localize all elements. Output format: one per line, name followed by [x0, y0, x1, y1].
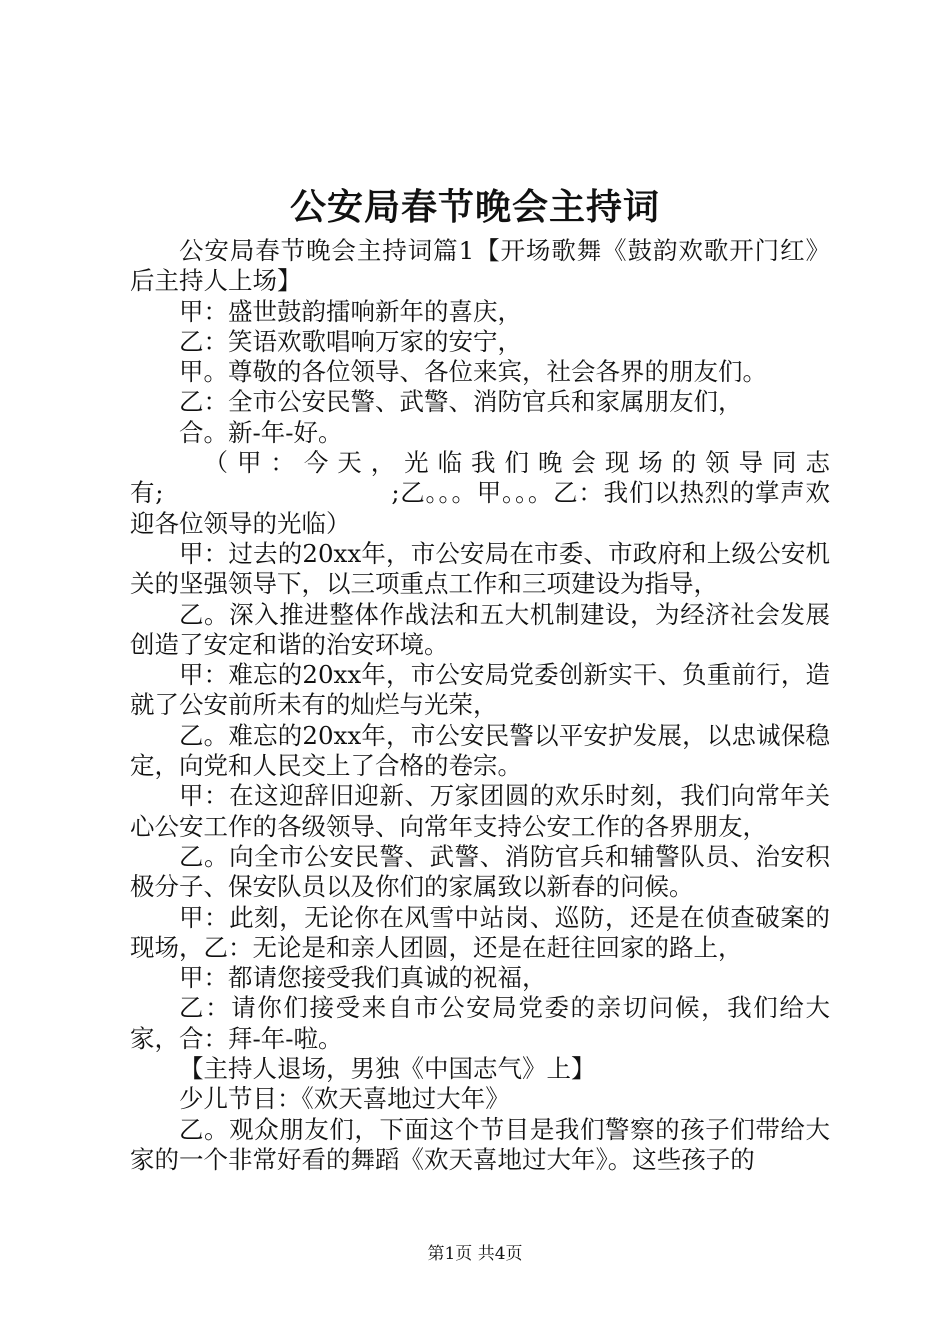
paragraph-17: 【主持人退场，男独《中国志气》上】 [179, 1054, 596, 1084]
document-body [130, 236, 830, 1175]
paragraph-10: 甲：难忘的20xx年，市公安局党委创新实干、负重前行，造就了公安前所未有的灿烂与光荣， [130, 660, 830, 720]
paragraph-4: 甲。尊敬的各位领导、各位来宾，社会各界的朋友们。 [179, 357, 767, 387]
paragraph-15: 甲：都请您接受我们真诚的祝福， [179, 963, 547, 993]
paragraph-11: 乙。难忘的20xx年，市公安民警以平安护发展，以忠诚保稳定，向党和人民交上了合格的卷宗。 [130, 720, 830, 781]
page-footer: 第1页 共4页 [427, 1244, 523, 1264]
paragraph-5: 乙：全市公安民警、武警、消防官兵和家属朋友们， [179, 387, 743, 417]
paragraph-8: 甲：过去的20xx年，市公安局在市委、市政府和上级公安机关的坚强领导下，以三项重点工作和三项建设为指导， [130, 538, 830, 599]
paragraph-3: 乙：笑语欢歌唱响万家的安宁， [179, 326, 522, 356]
paragraph-16: 乙：请你们接受来自市公安局党委的亲切问候，我们给大家，合：拜-年-啦。 [130, 993, 830, 1053]
paragraph-9: 乙。深入推进整体作战法和五大机制建设，为经济社会发展创造了安定和谐的治安环境。 [130, 599, 830, 659]
paragraph-7: （甲：今天，光临我们晚会现场的领导同志有; ;乙。。。甲。。。乙：我们以热烈的掌声欢迎各位领导的光临） [130, 448, 830, 538]
paragraph-6: 合。新-年-好。 [179, 417, 343, 447]
paragraph-1: 公安局春节晚会主持词篇1【开场歌舞《鼓韵欢歌开门红》后主持人上场】 [130, 236, 830, 296]
paragraph-19: 乙。观众朋友们，下面这个节目是我们警察的孩子们带给大家的一个非常好看的舞蹈《欢天喜地过大年》。这些孩子的 [130, 1114, 830, 1174]
document-title: 公安局春节晚会主持词 [289, 186, 660, 228]
paragraph-12: 甲：在这迎辞旧迎新、万家团圆的欢乐时刻，我们向常年关心公安工作的各级领导、向常年支持公安工作的各界朋友， [130, 781, 830, 841]
paragraph-14: 甲：此刻，无论你在风雪中站岗、巡防，还是在侦查破案的现场，乙：无论是和亲人团圆，还是在赶往回家的路上， [130, 902, 830, 962]
paragraph-2: 甲：盛世鼓韵擂响新年的喜庆， [179, 296, 522, 326]
paragraph-13: 乙。向全市公安民警、武警、消防官兵和辅警队员、治安积极分子、保安队员以及你们的家属致以新春的问候。 [130, 841, 830, 902]
paragraph-18: 少儿节目：《欢天喜地过大年》 [179, 1084, 510, 1114]
